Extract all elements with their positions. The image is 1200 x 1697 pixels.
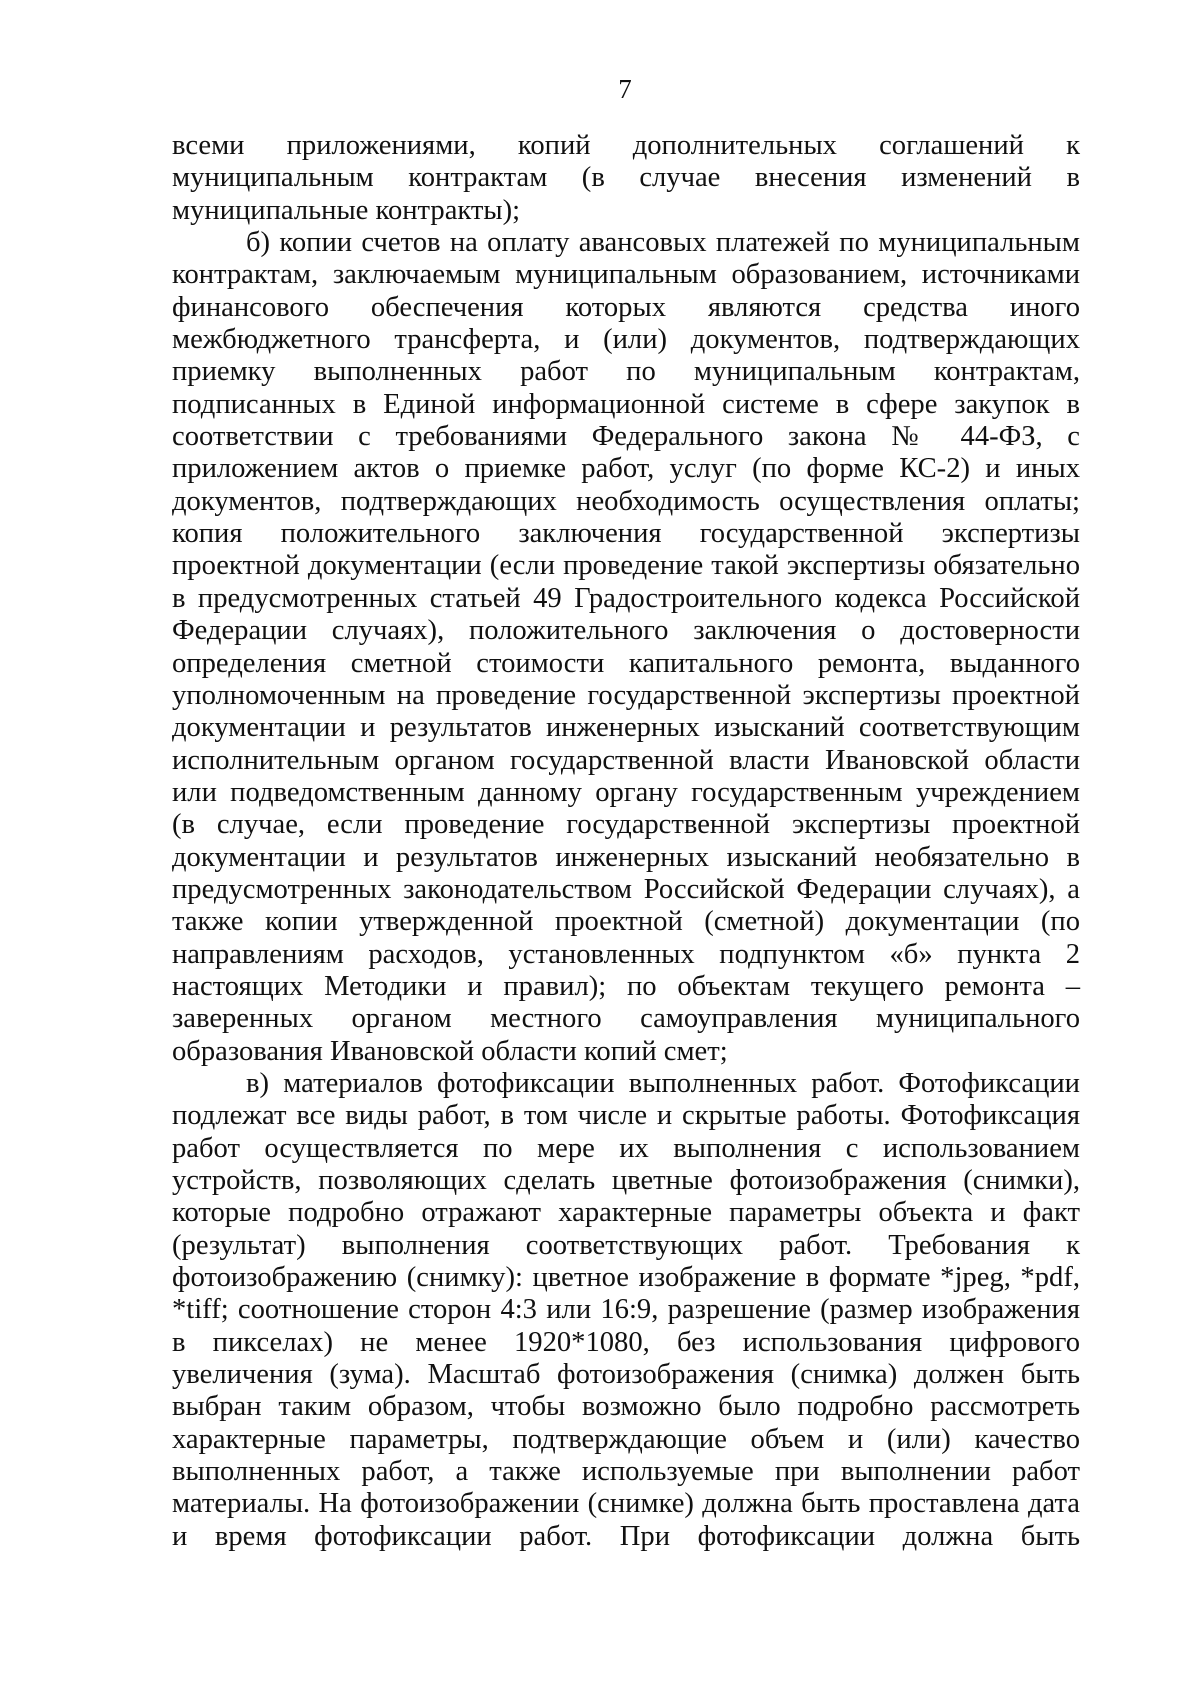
text-line: образования Ивановской области копий смет; bbox=[172, 1035, 728, 1067]
text-line: финансового обеспечения которых являются средства иного bbox=[172, 291, 1080, 323]
text-line: работ осуществляется по мере их выполнения с использованием bbox=[172, 1132, 1080, 1164]
text-line: направлениям расходов, установленных подпунктом «б» пункта 2 bbox=[172, 938, 1080, 970]
text-line: межбюджетного трансферта, и (или) документов, подтверждающих bbox=[172, 324, 1080, 356]
text-line: и время фотофиксации работ. При фотофиксации должна быть bbox=[172, 1520, 1080, 1552]
text-line: контрактам, заключаемым муниципальным образованием, источниками bbox=[172, 259, 1080, 291]
text-line: приемку выполненных работ по муниципальным контрактам, bbox=[172, 356, 1080, 388]
text-line: документации и результатов инженерных изысканий необязательно в bbox=[172, 841, 1080, 873]
text-line: увеличения (зума). Масштаб фотоизображения (снимка) должен быть bbox=[172, 1359, 1080, 1391]
text-line: характерные параметры, подтверждающие объем и (или) качество bbox=[172, 1423, 1080, 1455]
text-line: *tiff; соотношение сторон 4:3 или 16:9, разрешение (размер изображения bbox=[172, 1294, 1080, 1326]
text-line: материалы. На фотоизображении (снимке) должна быть проставлена дата bbox=[172, 1488, 1080, 1520]
text-line: фотоизображению (снимку): цветное изображение в формате *jpeg, *pdf, bbox=[172, 1262, 1080, 1294]
text-line: копия положительного заключения государственной экспертизы bbox=[172, 518, 1080, 550]
text-line: муниципальным контрактам (в случае внесения изменений в bbox=[172, 162, 1080, 194]
text-line: выполненных работ, а также используемые при выполнении работ bbox=[172, 1456, 1080, 1488]
text-line: (в случае, если проведение государственной экспертизы проектной bbox=[172, 809, 1080, 841]
text-line: документации и результатов инженерных изысканий соответствующим bbox=[172, 712, 1080, 744]
text-line: определения сметной стоимости капитального ремонта, выданного bbox=[172, 647, 1080, 679]
text-line: или подведомственным данному органу государственным учреждением bbox=[172, 776, 1080, 808]
page-number: 7 bbox=[618, 74, 632, 104]
text-line: в пикселах) не менее 1920*1080, без использования цифрового bbox=[172, 1326, 1080, 1358]
text-line: Федерации случаях), положительного заключения о достоверности bbox=[172, 615, 1080, 647]
text-line: подписанных в Единой информационной системе в сфере закупок в bbox=[172, 388, 1080, 420]
text-line: всеми приложениями, копий дополнительных соглашений к bbox=[172, 130, 1080, 161]
text-line: исполнительным органом государственной власти Ивановской области bbox=[172, 744, 1080, 776]
text-line: в предусмотренных статьей 49 Градостроительного кодекса Российской bbox=[172, 582, 1080, 614]
text-line: заверенных органом местного самоуправления муниципального bbox=[172, 1003, 1080, 1035]
text-line: (результат) выполнения соответствующих работ. Требования к bbox=[172, 1229, 1080, 1261]
body-text bbox=[172, 130, 1080, 1553]
text-line: подлежат все виды работ, в том числе и скрытые работы. Фотофиксация bbox=[172, 1100, 1080, 1132]
text-line: уполномоченным на проведение государственной экспертизы проектной bbox=[172, 679, 1080, 711]
text-line: документов, подтверждающих необходимость осуществления оплаты; bbox=[172, 485, 1080, 517]
text-line: соответствии с требованиями Федерального закона № 44-ФЗ, с bbox=[172, 421, 1080, 453]
text-line: приложением актов о приемке работ, услуг (по форме КС-2) и иных bbox=[172, 453, 1080, 485]
text-line: проектной документации (если проведение такой экспертизы обязательно bbox=[172, 550, 1080, 582]
text-line: настоящих Методики и правил); по объектам текущего ремонта – bbox=[172, 970, 1080, 1002]
text-line: которые подробно отражают характерные параметры объекта и факт bbox=[172, 1197, 1080, 1229]
text-line: выбран таким образом, чтобы возможно было подробно рассмотреть bbox=[172, 1391, 1080, 1423]
text-line: устройств, позволяющих сделать цветные фотоизображения (снимки), bbox=[172, 1165, 1080, 1196]
text-line: предусмотренных законодательством Российской Федерации случаях), а bbox=[172, 873, 1080, 905]
text-line: б) копии счетов на оплату авансовых платежей по муниципальным bbox=[246, 227, 1080, 259]
text-line: в) материалов фотофиксации выполненных работ. Фотофиксации bbox=[246, 1067, 1080, 1099]
text-line: также копии утвержденной проектной (сметной) документации (по bbox=[172, 906, 1080, 938]
text-line: муниципальные контракты); bbox=[172, 194, 521, 226]
